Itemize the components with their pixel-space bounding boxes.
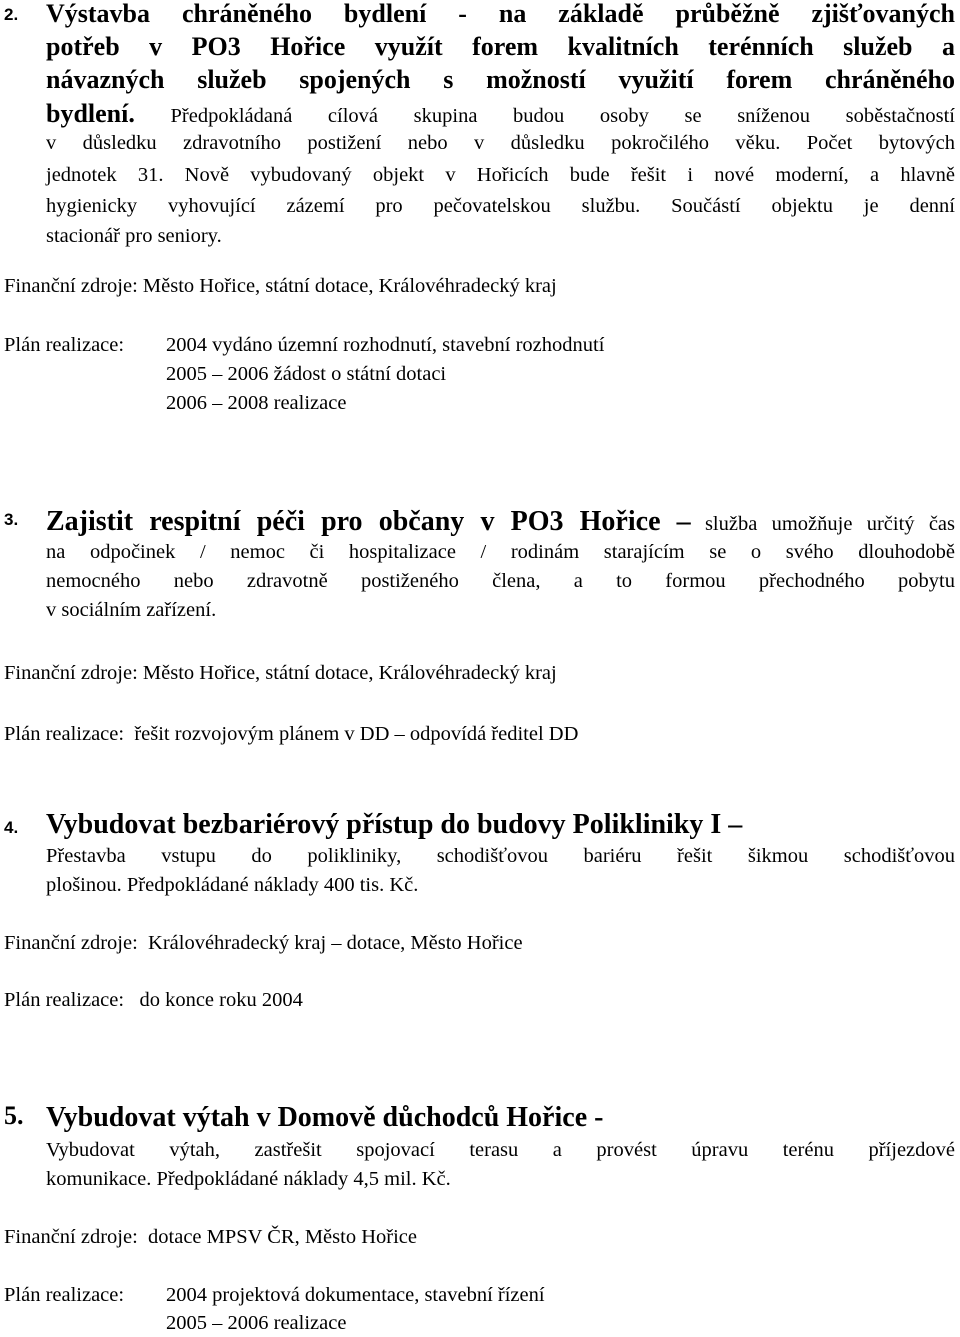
item3-line2: na odpočinek / nemoc či hospitalizace / rodinám starajícím se o svého dlouhodobě — [46, 541, 955, 563]
item5-plan-label: Plán realizace: — [4, 1284, 125, 1306]
item2-heading-end: bydlení. — [46, 99, 135, 128]
item3-line4: v sociálním zařízení. — [46, 599, 217, 621]
item2-finance: Finanční zdroje: Město Hořice, státní dotace, Královéhradecký kraj — [4, 275, 557, 297]
item3-heading: Zajistit respitní péči pro občany v PO3 Hořice – — [46, 506, 691, 537]
item5-plan-2: 2005 – 2006 realizace — [166, 1312, 347, 1334]
item3-line3: nemocného nebo zdravotně postiženého člena, a to formou přechodného pobytu — [46, 570, 955, 592]
item2-plan-3: 2006 – 2008 realizace — [166, 392, 347, 414]
item2-line8: stacionář pro seniory. — [46, 225, 222, 247]
item3-heading-line — [46, 505, 955, 541]
item5-line3: komunikace. Předpokládané náklady 4,5 mil. Kč. — [46, 1168, 451, 1190]
item4-heading: Vybudovat bezbariérový přístup do budovy Polikliniky I – — [46, 809, 743, 840]
item2-heading-line3: návazných služeb spojených s možností využití forem chráněného — [46, 65, 955, 94]
item3-finance: Finanční zdroje: Město Hořice, státní dotace, Královéhradecký kraj — [4, 662, 557, 684]
item2-line4 — [46, 100, 955, 130]
item2-plan-1: 2004 vydáno územní rozhodnutí, stavební rozhodnutí — [166, 334, 605, 356]
item3-plan: Plán realizace: řešit rozvojovým plánem v DD – odpovídá ředitel DD — [4, 723, 579, 745]
item-number: 4. — [4, 818, 19, 837]
item-number: 5. — [4, 1101, 24, 1130]
item2-heading-line2: potřeb v PO3 Hořice využít forem kvalitních terénních služeb a — [46, 32, 955, 61]
item2-plan-label: Plán realizace: — [4, 334, 125, 356]
item2-heading-line1: Výstavba chráněného bydlení - na základě průběžně zjišťovaných — [46, 0, 955, 28]
item5-plan-1: 2004 projektová dokumentace, stavební řízení — [166, 1284, 545, 1306]
item-number: 2. — [4, 5, 19, 24]
item2-plan-2: 2005 – 2006 žádost o státní dotaci — [166, 363, 447, 385]
item4-plan: Plán realizace: do konce roku 2004 — [4, 989, 303, 1011]
item5-finance: Finanční zdroje: dotace MPSV ČR, Město Hořice — [4, 1226, 417, 1248]
item4-line2: Přestavba vstupu do polikliniky, schodišťovou bariéru řešit šikmou schodišťovou — [46, 845, 955, 867]
item3-heading-rest: služba umožňuje určitý čas — [704, 513, 956, 535]
item4-finance: Finanční zdroje: Královéhradecký kraj – dotace, Město Hořice — [4, 932, 523, 954]
item2-line5: v důsledku zdravotního postižení nebo v důsledku pokročilého věku. Počet bytových — [46, 132, 955, 154]
item5-line2: Vybudovat výtah, zastřešit spojovací terasu a provést úpravu terénu příjezdové — [46, 1139, 955, 1161]
item4-line3: plošinou. Předpokládané náklady 400 tis. Kč. — [46, 874, 419, 896]
item2-line7: hygienicky vyhovující zázemí pro pečovatelskou službu. Součástí objektu je denní — [46, 195, 955, 217]
item5-heading: Vybudovat výtah v Domově důchodců Hořice - — [46, 1102, 604, 1133]
item2-line4-text: Předpokládaná cílová skupina budou osoby se sníženou soběstačností — [170, 105, 955, 127]
item2-line6: jednotek 31. Nově vybudovaný objekt v Hořicích bude řešit i nové moderní, a hlavně — [46, 164, 955, 186]
item-number: 3. — [4, 510, 19, 529]
